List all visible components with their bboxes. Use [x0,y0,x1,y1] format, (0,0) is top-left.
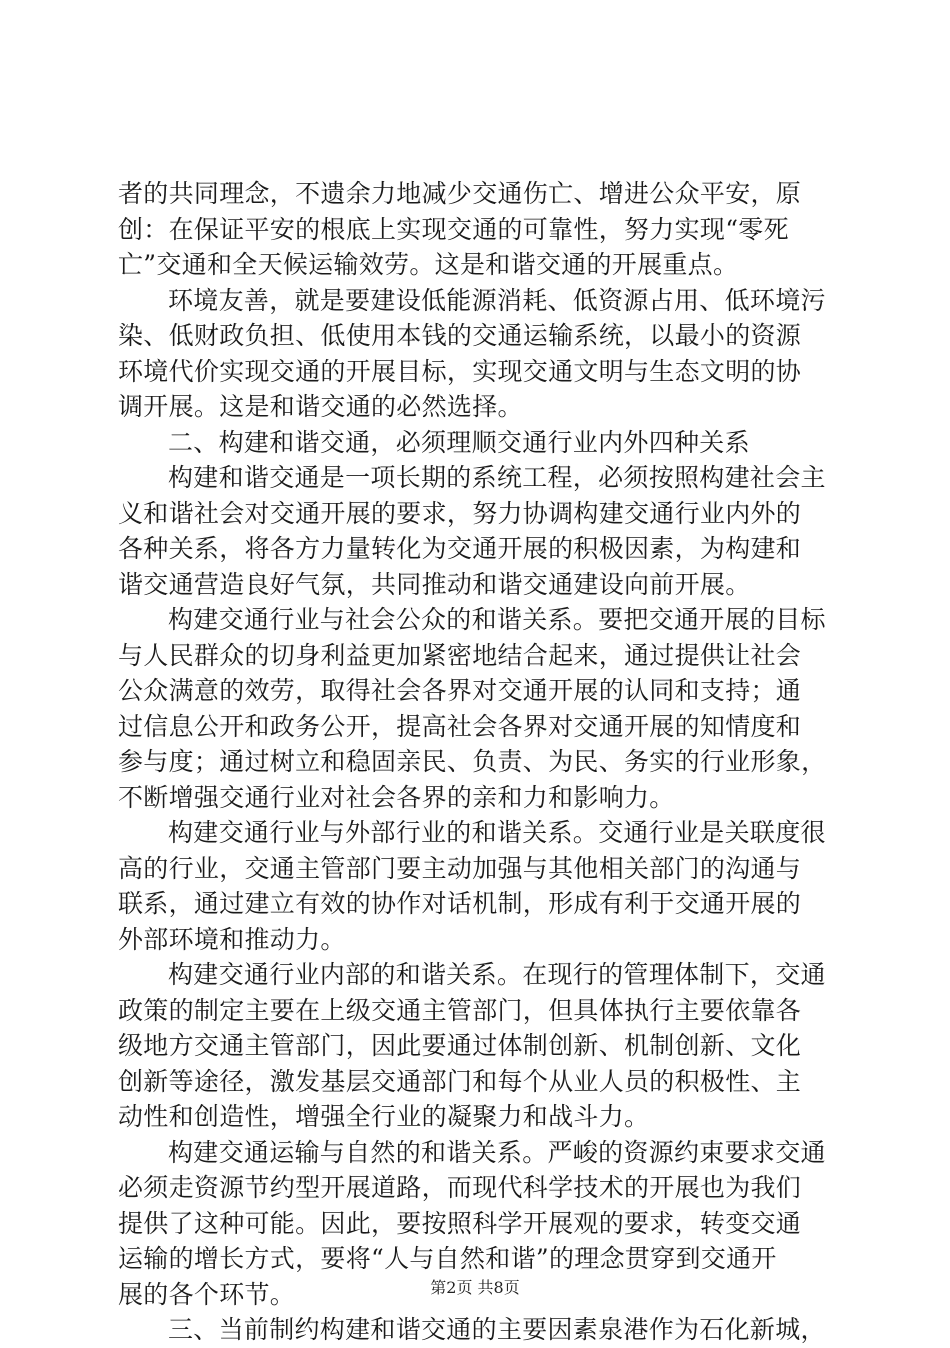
text-line: 构建交通行业内部的和谐关系。在现行的管理体制下，交通 [168,960,826,989]
text-line: 构建交通行业与社会公众的和谐关系。要把交通开展的目标 [168,605,826,634]
text-line: 构建和谐交通是一项长期的系统工程，必须按照构建社会主 [168,463,826,492]
text-line: 级地方交通主管部门，因此要通过体制创新、机制创新、文化 [118,1031,802,1060]
text-line: 谐交通营造良好气氛，共同推动和谐交通建设向前开展。 [118,569,751,599]
text-line: 过信息公开和政务公开，提高社会各界对交通开展的知情度和 [118,711,802,741]
text-line: 公众满意的效劳，取得社会各界对交通开展的认同和支持；通 [118,676,802,705]
text-line: 与人民群众的切身利益更加紧密地结合起来，通过提供让社会 [118,640,802,670]
text-line: 参与度；通过树立和稳固亲民、负责、为民、务实的行业形象， [118,747,827,776]
document-body [118,176,838,1348]
text-line: 创新等途径，激发基层交通部门和每个从业人员的积极性、主 [118,1066,802,1096]
text-line: 必须走资源节约型开展道路，而现代科学技术的开展也为我们 [118,1173,802,1202]
text-line: 调开展。这是和谐交通的必然选择。 [118,392,523,421]
text-line: 不断增强交通行业对社会各界的亲和力和影响力。 [118,782,675,812]
text-line: 高的行业，交通主管部门要主动加强与其他相关部门的沟通与 [118,853,802,883]
text-line: 提供了这种可能。因此，要按照科学开展观的要求，转变交通 [118,1208,802,1238]
text-line: 者的共同理念，不遗余力地减少交通伤亡、增进公众平安，原 [118,179,802,208]
text-line: 染、低财政负担、低使用本钱的交通运输系统，以最小的资源 [118,321,802,350]
text-line: 三、当前制约构建和谐交通的主要因素泉港作为石化新城， [168,1315,826,1344]
text-line: 二、构建和谐交通，必须理顺交通行业内外四种关系 [168,427,750,457]
text-line: 环境友善，就是要建设低能源消耗、低资源占用、低环境污 [168,285,826,315]
text-line: 各种关系，将各方力量转化为交通开展的积极因素，为构建和 [118,534,802,563]
text-line: 构建交通运输与自然的和谐关系。严峻的资源约束要求交通 [168,1137,826,1167]
text-line: 亡”交通和全天候运输效劳。这是和谐交通的开展重点。 [118,250,739,279]
text-line: 创：在保证平安的根底上实现交通的可靠性，努力实现“零死 [118,214,789,244]
text-line: 义和谐社会对交通开展的要求，努力协调构建交通行业内外的 [118,498,802,528]
text-line: 政策的制定主要在上级交通主管部门，但具体执行主要依靠各 [118,995,802,1025]
text-line: 联系，通过建立有效的协作对话机制，形成有利于交通开展的 [118,889,802,918]
text-line: 展的各个环节。 [118,1279,296,1309]
text-line: 外部环境和推动力。 [118,924,346,954]
text-line: 运输的增长方式，要将“人与自然和谐”的理念贯穿到交通开 [118,1244,777,1273]
text-line: 动性和创造性，增强全行业的凝聚力和战斗力。 [118,1102,650,1131]
page-footer: 第2页 共8页 [430,1278,520,1297]
text-line: 环境代价实现交通的开展目标，实现交通文明与生态文明的协 [118,356,802,386]
text-line: 构建交通行业与外部行业的和谐关系。交通行业是关联度很 [168,818,826,847]
